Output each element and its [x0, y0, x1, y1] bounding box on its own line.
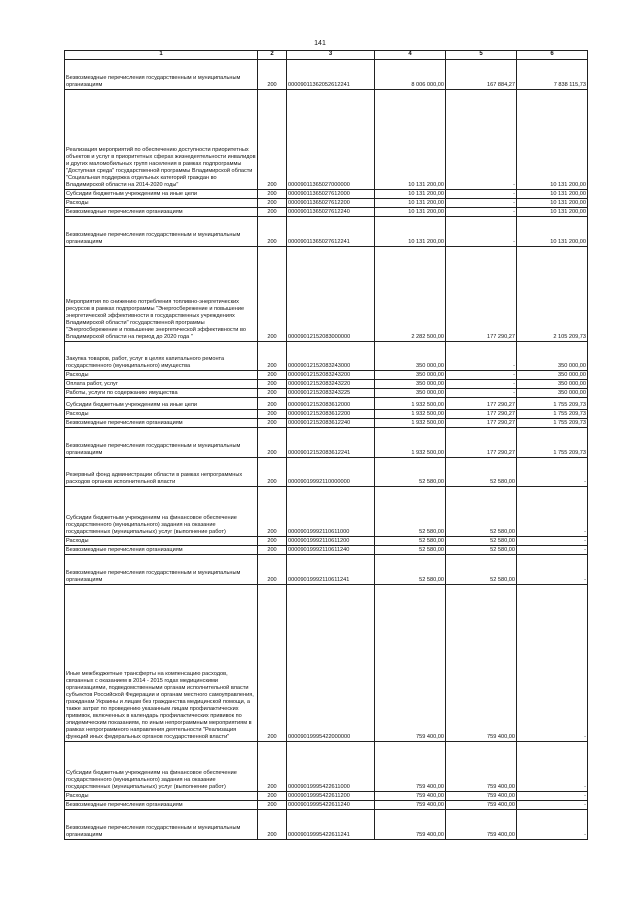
row-column-2-cell: 200	[258, 791, 287, 800]
row-code-cell: 00009019992110611241	[287, 554, 375, 584]
row-column-2-cell: 200	[258, 216, 287, 246]
row-column-6-cell: 10 131 200,00	[517, 216, 588, 246]
row-name-cell: Расходы	[65, 198, 258, 207]
row-column-6-cell: -	[517, 800, 588, 809]
row-column-5-cell: 167 884,27	[446, 59, 517, 89]
row-name-cell: Расходы	[65, 409, 258, 418]
row-column-6-cell: 10 131 200,00	[517, 207, 588, 216]
row-column-6-cell: 10 131 200,00	[517, 198, 588, 207]
row-name-cell: Безвозмездные перечисления государственным и муниципальным организациям	[65, 59, 258, 89]
row-column-6-cell: 350 000,00	[517, 341, 588, 370]
row-column-4-cell: 759 400,00	[375, 584, 446, 741]
row-column-4-cell: 759 400,00	[375, 800, 446, 809]
row-column-5-cell: -	[446, 341, 517, 370]
row-name-cell: Расходы	[65, 370, 258, 379]
table-row	[65, 791, 588, 800]
row-column-5-cell: -	[446, 216, 517, 246]
row-column-5-cell: -	[446, 207, 517, 216]
row-column-2-cell: 200	[258, 409, 287, 418]
row-column-5-cell: -	[446, 89, 517, 189]
row-code-cell: 00009012152083612000	[287, 397, 375, 409]
row-column-5-cell: 52 580,00	[446, 486, 517, 536]
table-row	[65, 741, 588, 791]
row-name-cell: Субсидии бюджетным учреждениям на иные цели	[65, 397, 258, 409]
row-column-5-cell: -	[446, 388, 517, 397]
row-name-cell: Безвозмездные перечисления государственным и муниципальным организациям	[65, 427, 258, 457]
row-code-cell: 00009012152083612200	[287, 409, 375, 418]
table-row	[65, 457, 588, 486]
row-column-2-cell: 200	[258, 341, 287, 370]
row-code-cell: 00009019995422611200	[287, 791, 375, 800]
row-code-cell: 00009011365027612240	[287, 207, 375, 216]
row-code-cell: 00009019992110000000	[287, 457, 375, 486]
row-code-cell: 00009012152083000000	[287, 246, 375, 341]
row-column-5-cell: 177 290,27	[446, 397, 517, 409]
table-row	[65, 207, 588, 216]
row-column-6-cell: -	[517, 741, 588, 791]
row-column-6-cell: 1 755 209,73	[517, 427, 588, 457]
row-column-5-cell: 52 580,00	[446, 536, 517, 545]
row-code-cell: 00009019995422000000	[287, 584, 375, 741]
table-row	[65, 388, 588, 397]
row-name-cell: Субсидии бюджетным учреждениям на финансовое обеспечение государственного (муниципального) задания на оказание государственных (муниципальных) услуг (выполнение работ)	[65, 486, 258, 536]
row-column-4-cell: 1 932 500,00	[375, 397, 446, 409]
row-column-5-cell: -	[446, 379, 517, 388]
row-column-2-cell: 200	[258, 189, 287, 198]
row-code-cell: 00009011362052612241	[287, 59, 375, 89]
row-code-cell: 00009019992110611000	[287, 486, 375, 536]
row-column-4-cell: 10 131 200,00	[375, 89, 446, 189]
row-code-cell: 00009012152083243220	[287, 379, 375, 388]
row-column-4-cell: 1 932 500,00	[375, 409, 446, 418]
table-row	[65, 59, 588, 89]
row-column-2-cell: 200	[258, 198, 287, 207]
row-column-5-cell: 52 580,00	[446, 457, 517, 486]
column-number-header: 3	[287, 51, 375, 60]
row-column-2-cell: 200	[258, 584, 287, 741]
table-row	[65, 397, 588, 409]
column-number-header: 4	[375, 51, 446, 60]
row-column-2-cell: 200	[258, 370, 287, 379]
table-row	[65, 418, 588, 427]
row-column-4-cell: 2 282 500,00	[375, 246, 446, 341]
row-name-cell: Субсидии бюджетным учреждениям на иные цели	[65, 189, 258, 198]
row-column-4-cell: 10 131 200,00	[375, 216, 446, 246]
row-column-2-cell: 200	[258, 388, 287, 397]
table-row	[65, 341, 588, 370]
row-column-4-cell: 8 006 000,00	[375, 59, 446, 89]
row-name-cell: Безвозмездные перечисления государственным и муниципальным организациям	[65, 216, 258, 246]
table-row	[65, 584, 588, 741]
row-column-4-cell: 52 580,00	[375, 554, 446, 584]
row-column-2-cell: 200	[258, 800, 287, 809]
row-code-cell: 00009019995422611240	[287, 800, 375, 809]
row-column-5-cell: 52 580,00	[446, 545, 517, 554]
row-column-6-cell: -	[517, 457, 588, 486]
row-code-cell: 00009011365027612000	[287, 189, 375, 198]
row-code-cell: 00009011365027612200	[287, 198, 375, 207]
table-row	[65, 809, 588, 839]
row-column-4-cell: 52 580,00	[375, 536, 446, 545]
row-name-cell: Безвозмездные перечисления организациям	[65, 545, 258, 554]
row-column-6-cell: 1 755 209,73	[517, 418, 588, 427]
row-name-cell: Расходы	[65, 536, 258, 545]
row-column-4-cell: 10 131 200,00	[375, 207, 446, 216]
row-column-4-cell: 52 580,00	[375, 457, 446, 486]
row-column-2-cell: 200	[258, 809, 287, 839]
row-column-5-cell: 177 290,27	[446, 418, 517, 427]
row-column-2-cell: 200	[258, 246, 287, 341]
table-row	[65, 198, 588, 207]
row-column-4-cell: 10 131 200,00	[375, 198, 446, 207]
row-column-6-cell: 7 838 115,73	[517, 59, 588, 89]
row-column-2-cell: 200	[258, 486, 287, 536]
column-number-header: 1	[65, 51, 258, 60]
row-code-cell: 00009012152083612240	[287, 418, 375, 427]
row-column-4-cell: 10 131 200,00	[375, 189, 446, 198]
row-column-4-cell: 350 000,00	[375, 388, 446, 397]
row-code-cell: 00009011365027612241	[287, 216, 375, 246]
row-column-4-cell: 350 000,00	[375, 370, 446, 379]
row-code-cell: 00009011365027000000	[287, 89, 375, 189]
row-column-6-cell: -	[517, 536, 588, 545]
row-column-4-cell: 350 000,00	[375, 379, 446, 388]
row-column-5-cell: 177 290,27	[446, 409, 517, 418]
row-column-2-cell: 200	[258, 59, 287, 89]
row-name-cell: Мероприятия по снижению потребления топливно-энергетических ресурсов в рамках подпрограммы "Энергосбережение и повышение энергетической эффективности в государственных учреждениях Владимирской области" государственной программы "Энергосбережение и повышение энергетической эффективности во Владимирской области на период до 2020 года "	[65, 246, 258, 341]
column-number-header: 2	[258, 51, 287, 60]
row-column-6-cell: -	[517, 486, 588, 536]
row-column-2-cell: 200	[258, 427, 287, 457]
row-name-cell: Резервный фонд администрации области в рамках непрограммных расходов органов исполнительной власти	[65, 457, 258, 486]
row-column-4-cell: 1 932 500,00	[375, 418, 446, 427]
row-column-6-cell: 2 105 209,73	[517, 246, 588, 341]
row-code-cell: 00009019992110611240	[287, 545, 375, 554]
row-column-6-cell: -	[517, 545, 588, 554]
row-column-5-cell: 759 400,00	[446, 800, 517, 809]
row-column-2-cell: 200	[258, 89, 287, 189]
table-row	[65, 536, 588, 545]
row-column-6-cell: 10 131 200,00	[517, 189, 588, 198]
row-name-cell: Работы, услуги по содержанию имущества	[65, 388, 258, 397]
row-code-cell: 00009012152083612241	[287, 427, 375, 457]
row-name-cell: Безвозмездные перечисления организациям	[65, 800, 258, 809]
row-code-cell: 00009019995422611000	[287, 741, 375, 791]
row-name-cell: Безвозмездные перечисления государственным и муниципальным организациям	[65, 809, 258, 839]
row-code-cell: 00009019995422611241	[287, 809, 375, 839]
row-column-6-cell: 350 000,00	[517, 388, 588, 397]
row-column-2-cell: 200	[258, 207, 287, 216]
row-column-6-cell: 350 000,00	[517, 370, 588, 379]
row-code-cell: 00009012152083243225	[287, 388, 375, 397]
budget-table	[64, 50, 588, 840]
column-number-row	[65, 51, 588, 60]
row-column-6-cell: 1 755 209,73	[517, 409, 588, 418]
row-column-5-cell: 759 400,00	[446, 809, 517, 839]
row-column-6-cell: -	[517, 809, 588, 839]
table-row	[65, 545, 588, 554]
row-column-4-cell: 759 400,00	[375, 791, 446, 800]
table-row	[65, 409, 588, 418]
row-code-cell: 00009019992110611200	[287, 536, 375, 545]
table-row	[65, 370, 588, 379]
row-column-4-cell: 52 580,00	[375, 486, 446, 536]
row-column-4-cell: 1 932 500,00	[375, 427, 446, 457]
table-row	[65, 486, 588, 536]
row-column-5-cell: -	[446, 370, 517, 379]
row-column-5-cell: 759 400,00	[446, 791, 517, 800]
row-column-2-cell: 200	[258, 397, 287, 409]
row-column-5-cell: -	[446, 198, 517, 207]
row-column-4-cell: 52 580,00	[375, 545, 446, 554]
row-column-5-cell: 759 400,00	[446, 584, 517, 741]
row-column-5-cell: 759 400,00	[446, 741, 517, 791]
row-column-2-cell: 200	[258, 545, 287, 554]
table-row	[65, 216, 588, 246]
row-column-2-cell: 200	[258, 741, 287, 791]
row-code-cell: 00009012152083243000	[287, 341, 375, 370]
row-column-4-cell: 759 400,00	[375, 809, 446, 839]
row-column-6-cell: 10 131 200,00	[517, 89, 588, 189]
table-row	[65, 89, 588, 189]
row-name-cell: Субсидии бюджетным учреждениям на финансовое обеспечение государственного (муниципального) задания на оказание государственных (муниципальных) услуг (выполнение работ)	[65, 741, 258, 791]
row-column-5-cell: 177 290,27	[446, 246, 517, 341]
row-name-cell: Расходы	[65, 791, 258, 800]
row-column-6-cell: -	[517, 584, 588, 741]
table-row	[65, 427, 588, 457]
row-name-cell: Безвозмездные перечисления государственным и муниципальным организациям	[65, 554, 258, 584]
page-number: 141	[314, 40, 326, 47]
row-name-cell: Реализация мероприятий по обеспечению доступности приоритетных объектов и услуг в приоритетных сферах жизнедеятельности инвалидов и других маломобильных групп населения в рамках подпрограммы "Доступная среда" государственной программы Владимирской области "Социальная поддержка отдельных категорий граждан во Владимирской области на 2014-2020 годы"	[65, 89, 258, 189]
row-column-2-cell: 200	[258, 536, 287, 545]
row-name-cell: Закупка товаров, работ, услуг в целях капитального ремонта государственного (муниципального) имущества	[65, 341, 258, 370]
row-column-2-cell: 200	[258, 418, 287, 427]
row-column-6-cell: -	[517, 791, 588, 800]
row-column-6-cell: -	[517, 554, 588, 584]
row-column-5-cell: -	[446, 189, 517, 198]
table-row	[65, 189, 588, 198]
table-row	[65, 246, 588, 341]
table-row	[65, 554, 588, 584]
row-column-2-cell: 200	[258, 379, 287, 388]
row-column-5-cell: 177 290,27	[446, 427, 517, 457]
row-column-4-cell: 759 400,00	[375, 741, 446, 791]
row-name-cell: Иные межбюджетные трансферты на компенсацию расходов, связанных с оказанием в 2014 - 2015 годах медицинскими организациями, подведомственными органам исполнительной власти субъектов Российской Федерации и органам местного самоуправления, гражданам Украины и лицам без гражданства медицинской помощи, а также затрат по проведению указанным лицам профилактических прививок, включенных в календарь профилактических прививок по эпидемическим показаниям, по иным непрограммным мероприятиям в рамках непрограммного направления деятельности "Реализация функций иных федеральных органов государственной власти"	[65, 584, 258, 741]
row-code-cell: 00009012152083243200	[287, 370, 375, 379]
row-column-4-cell: 350 000,00	[375, 341, 446, 370]
table-row	[65, 800, 588, 809]
row-name-cell: Оплата работ, услуг	[65, 379, 258, 388]
row-column-5-cell: 52 580,00	[446, 554, 517, 584]
column-number-header: 6	[517, 51, 588, 60]
row-name-cell: Безвозмездные перечисления организациям	[65, 418, 258, 427]
row-column-2-cell: 200	[258, 457, 287, 486]
row-column-6-cell: 350 000,00	[517, 379, 588, 388]
column-number-header: 5	[446, 51, 517, 60]
row-column-6-cell: 1 755 209,73	[517, 397, 588, 409]
row-column-2-cell: 200	[258, 554, 287, 584]
row-name-cell: Безвозмездные перечисления организациям	[65, 207, 258, 216]
table-row	[65, 379, 588, 388]
